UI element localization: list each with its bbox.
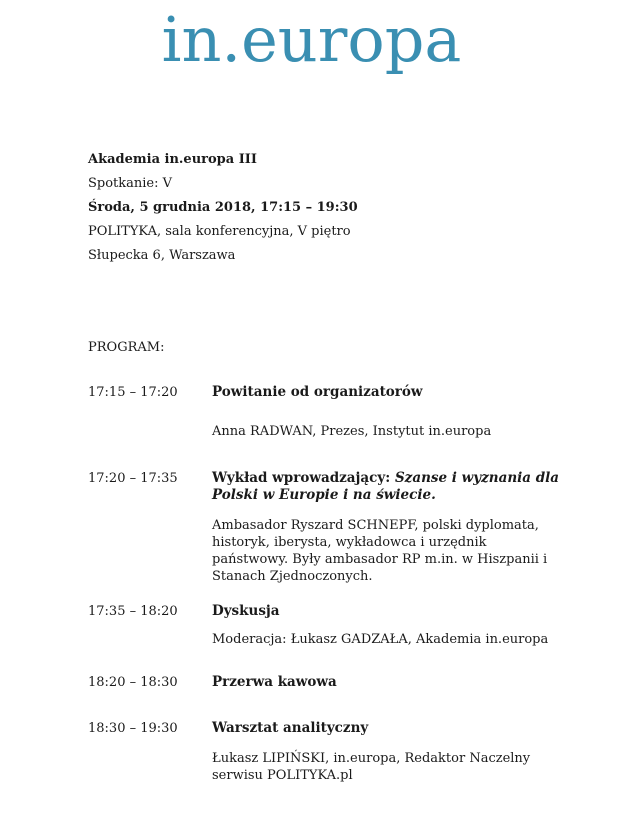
event-address: Słupecka 6, Warszawa [88, 248, 236, 263]
program-title-topic: Szanse i wyznania dla Polski w Europie i na świecie. [212, 470, 560, 503]
program-time: 17:20 – 17:35 [88, 471, 178, 486]
program-title [212, 470, 564, 504]
program-title-main: Wykład wprowadzający: [212, 470, 395, 486]
program-heading: PROGRAM: [88, 340, 165, 355]
meeting-number: Spotkanie: V [88, 176, 173, 191]
program-speaker: Łukasz LIPIŃSKI, in.europa, Redaktor Naczelny serwisu POLITYKA.pl [212, 751, 531, 783]
program-speaker: Anna RADWAN, Prezes, Instytut in.europa [212, 424, 492, 439]
program-title: Warsztat analityczny [212, 720, 369, 736]
program-speaker: Ambasador Ryszard SCHNEPF, polski dyplomata, historyk, iberysta, wykładowca i urzędnik państwowy. Były ambasador RP m.in. w Hiszpanii i Stanach Zjednoczonych. [212, 518, 548, 584]
program-speaker: Moderacja: Łukasz GADZAŁA, Akademia in.europa [212, 632, 549, 647]
program-time: 17:35 – 18:20 [88, 604, 178, 619]
program-title: Przerwa kawowa [212, 674, 337, 690]
event-name: Akademia in.europa III [88, 152, 257, 167]
program-time: 17:15 – 17:20 [88, 385, 178, 400]
program-time: 18:30 – 19:30 [88, 721, 178, 736]
event-info [88, 148, 358, 268]
event-datetime: Środa, 5 grudnia 2018, 17:15 – 19:30 [88, 200, 358, 215]
program-title: Powitanie od organizatorów [212, 384, 423, 400]
logo: in.europa [161, 3, 462, 76]
program-title: Dyskusja [212, 603, 280, 619]
program-time: 18:20 – 18:30 [88, 675, 178, 690]
event-venue: POLITYKA, sala konferencyjna, V piętro [88, 224, 351, 239]
